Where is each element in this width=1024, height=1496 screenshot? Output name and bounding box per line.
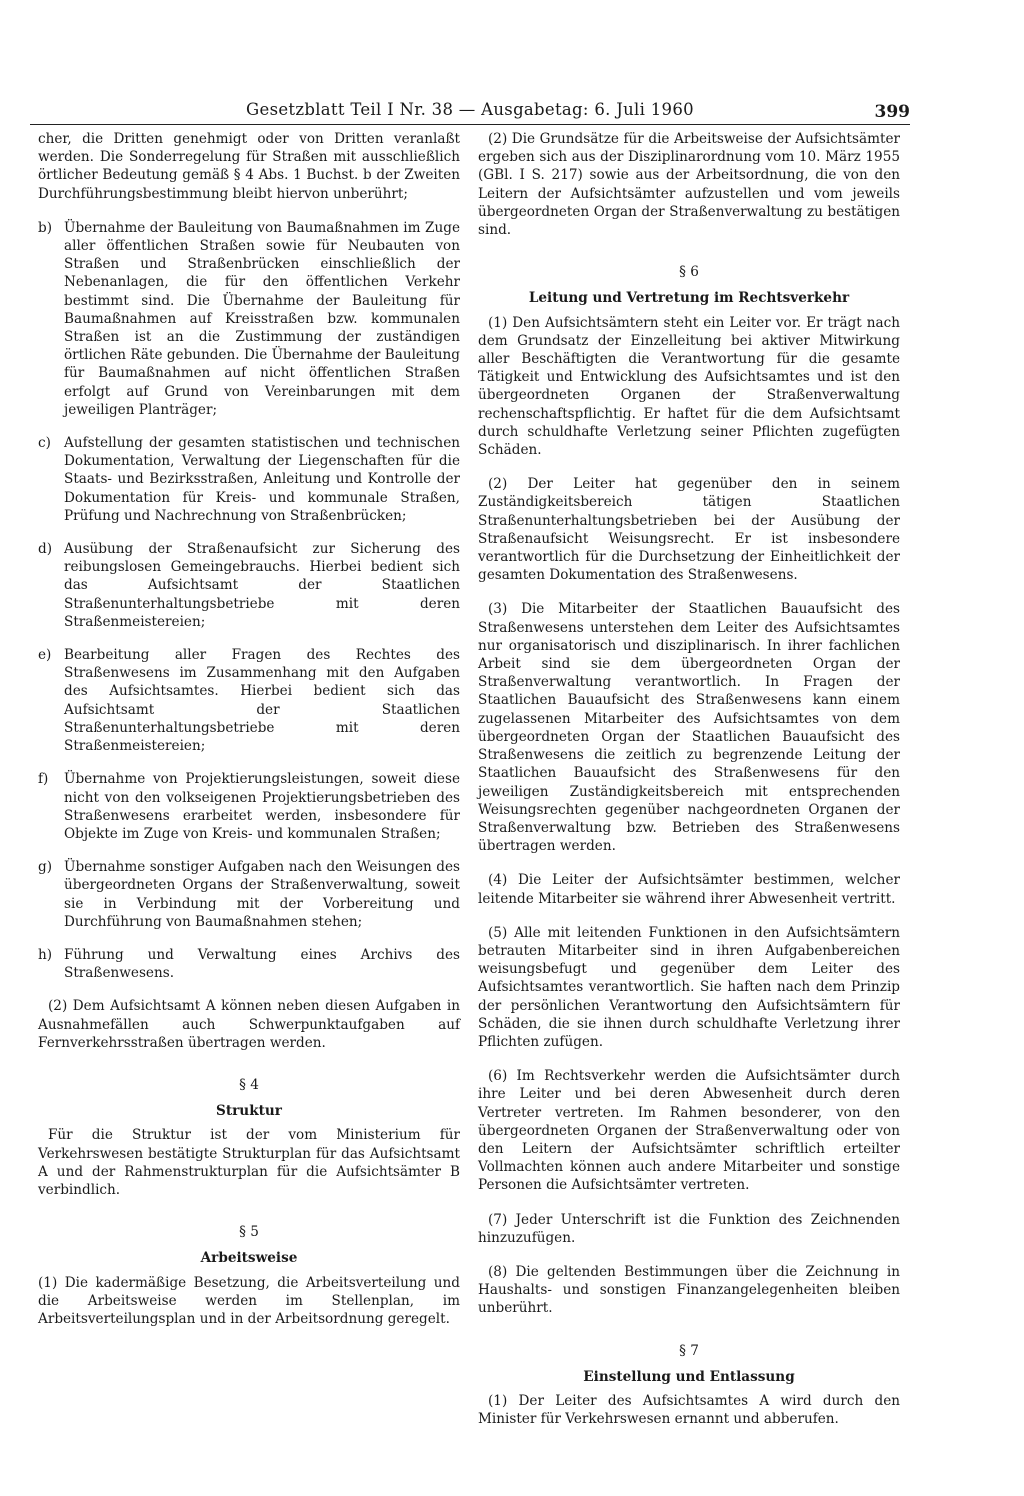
section-7-number: § 7 [679,1342,699,1359]
list-item-text: Ausübung der Straßenaufsicht zur Sicherung des reibungslosen Gemeingebrauchs. Hierbei bedient sich das Aufsichtsamt der Staatlichen Straßenunterhaltungsbetriebe mit deren Straßenmeistereien; [64,541,460,630]
section-6-paragraph-5: (5) Alle mit leitenden Funktionen in den Aufsichtsämtern betrauten Mitarbeiter sind in ihren Aufgabenbereichen weisungsbefugt und gegenüber dem Leiter des Aufsichtsamtes verantwortlich. Sie haften nach dem Prinzip der persönlichen Verantwortung den Aufsichtsämtern für Schäden, die sie ihnen durch schuldhafte Verletzung ihrer Pflichten zufügen. [478,924,900,1050]
list-item-text: Aufstellung der gesamten statistischen und technischen Dokumentation, Verwaltung der Liegenschaften für die Staats- und Bezirksstraßen, Anleitung und Kontrolle der Dokumentation für Kreis- und kommunale Straßen, Prüfung und Nachrechnung von Straßenbrücken; [64,435,460,524]
list-item-text: Bearbeitung aller Fragen des Rechtes des Straßenwesens im Zusammenhang mit den Aufgaben des Aufsichtsamtes. Hierbei bedient sich das Aufsichtsamt der Staatlichen Straßenunterhaltungsbetriebe mit deren Straßenmeistereien; [64,647,460,755]
section-6-paragraph-4: (4) Die Leiter der Aufsichtsämter bestimmen, welcher leitende Mitarbeiter sie während ihrer Abwesenheit vertritt. [478,872,900,907]
section-6-paragraph-3: (3) Die Mitarbeiter der Staatlichen Bauaufsicht des Straßenwesens unterstehen dem Leiter des Aufsichtsamtes nur organisatorisch und disziplinarisch. In ihrer fachlichen Arbeit sind sie dem übergeordneten Organ der Straßenverwaltung verantwortlich. In Fragen der Staatlichen Bauaufsicht des Straßenwesens kann einem zugelassenen Mitarbeiter des Aufsichtsamtes von dem übergeordneten Organ der Staatlichen Bauaufsicht des Straßenwesens die zeitlich zu begrenzende Leitung der Staatlichen Bauaufsicht des Straßenwesens für den jeweiligen Zuständigkeitsbereich mit entsprechenden Weisungsrechten gegenüber nachgeordneten Organen der Straßenverwaltung bzw. Betrieben des Straßenwesens übertragen werden. [478,601,900,855]
list-item-text: Führung und Verwaltung eines Archivs des Straßenwesens. [64,946,460,982]
list-item-letter: h) [38,946,53,963]
section-6-number: § 6 [679,264,699,281]
section-4-text: Für die Struktur ist der vom Ministerium für Verkehrswesen bestätigte Strukturplan für das Aufsichtsamt A und der Rahmenstrukturplan für die Aufsichtsämter B verbindlich. [38,1127,460,1198]
header-title: Gesetzblatt Teil I Nr. 38 — Ausgabetag: 6. Juli 1960 [246,100,694,119]
list-item-h [38,946,460,982]
section-6-paragraph-8: (8) Die geltenden Bestimmungen über die Zeichnung in Haushalts- und sonstigen Finanzangelegenheiten bleiben unberührt. [478,1263,900,1317]
section-4-number: § 4 [239,1076,259,1093]
list-item-g [38,858,460,931]
section-6-paragraph-6: (6) Im Rechtsverkehr werden die Aufsichtsämter durch ihre Leiter und bei deren Abwesenheit durch deren Vertreter vertreten. Im Rahmen besonderer, von den übergeordneten Organen der Straßenverwaltung oder von den Leitern der Aufsichtsämter schriftlich erteilter Vollmachten können auch andere Mitarbeiter und sonstige Personen die Aufsichtsämter vertreten. [478,1068,900,1194]
list-item-letter: d) [38,541,53,558]
list-item-c [38,434,460,525]
page-number: 399 [874,102,910,122]
list-item-text: Übernahme der Bauleitung von Baumaßnahmen im Zuge aller öffentlichen Straßen sowie für Neubauten von Straßen und Straßenbrücken einschließlich der Nebenanlagen, die für den öffentlichen Verkehr bestimmt sind. Die Übernahme der Bauleitung für Baumaßnahmen auf Kreisstraßen bzw. kommunalen Straßen ist an die Zustimmung der zuständigen örtlichen Räte gebunden. Die Übernahme der Bauleitung für Baumaßnahmen auf nicht öffentlichen Straßen erfolgt auf Grund von Vereinbarungen mit dem jeweiligen Planträger; [64,219,460,418]
section-6-title: Leitung und Vertretung im Rechtsverkehr [528,290,850,307]
header-divider [30,124,910,125]
section-7-paragraph-1: (1) Der Leiter des Aufsichtsamtes A wird durch den Minister für Verkehrswesen ernannt und abberufen. [478,1392,900,1428]
list-item-e [38,646,460,755]
right-column [478,130,900,1444]
section-5-paragraph-1: (1) Die kadermäßige Besetzung, die Arbeitsverteilung und die Arbeitsweise werden im Stellenplan, im Arbeitsverteilungsplan und in der Arbeitsordnung geregelt. [38,1274,460,1327]
list-item-d [38,540,460,631]
section-6-paragraph-7: (7) Jeder Unterschrift ist die Funktion des Zeichnenden hinzuzufügen. [478,1211,900,1246]
section-5-title: Arbeitsweise [200,1250,298,1267]
left-column [38,130,460,1344]
list-item-letter: e) [38,647,52,664]
continued-paragraph: cher, die Dritten genehmigt oder von Dritten veranlaßt werden. Die Sonderregelung für Straßen mit ausschließlich örtlicher Bedeutung gemäß § 4 Abs. 1 Buchst. b der Zweiten Durchführungsbestimmung bleibt hiervon unberührt; [38,131,460,202]
paragraph-2: (2) Dem Aufsichtsamt A können neben diesen Aufgaben in Ausnahmefällen auch Schwerpunktaufgaben auf Fernverkehrsstraßen übertragen werden. [38,998,460,1051]
list-item-b [38,219,460,419]
list-item-letter: b) [38,219,53,236]
list-item-text: Übernahme sonstiger Aufgaben nach den Weisungen des übergeordneten Organs der Straßenverwaltung, soweit sie in Verbindung mit der Vorbereitung und Durchführung von Baumaßnahmen stehen; [64,859,460,930]
section-6-paragraph-2: (2) Der Leiter hat gegenüber den in seinem Zuständigkeitsbereich tätigen Staatlichen Straßenunterhaltungsbetrieben bei der Ausübung der Straßenaufsicht Weisungsrecht. Er ist insbesondere verantwortlich für die Durchsetzung der Einheitlichkeit der gesamten Dokumentation des Straßenwesens. [478,476,900,584]
list-item-letter: g) [38,859,53,876]
list-item-text: Übernahme von Projektierungsleistungen, soweit diese nicht von den volkseigenen Projektierungsbetrieben des Straßenwesens erarbeitet werden, insbesondere für Objekte im Zuge von Kreis- und kommunalen Straßen; [64,771,460,842]
list-item-f [38,770,460,843]
section-6-paragraph-1: (1) Den Aufsichtsämtern steht ein Leiter vor. Er trägt nach dem Grundsatz der Einzelleitung bei aktiver Mitwirkung aller Beschäftigten die Verantwortung für die gesamte Tätigkeit und Entwicklung des Aufsichtsamtes und ist den übergeordneten Organen der Straßenverwaltung rechenschaftspflichtig. Er haftet für die dem Aufsichtsamt durch schuldhafte Verletzung seiner Pflichten zugefügten Schäden. [478,314,900,459]
list-item-letter: c) [38,435,51,452]
section-4-title: Struktur [216,1103,282,1120]
section-7-title: Einstellung und Entlassung [583,1368,795,1385]
section-5-paragraph-2: (2) Die Grundsätze für die Arbeitsweise der Aufsichtsämter ergeben sich aus der Disziplinarordnung vom 10. März 1955 (GBl. I S. 217) sowie aus der Arbeitsordnung, die von den Leitern der Aufsichtsämter aufzustellen und vom jeweils übergeordneten Organ der Straßenverwaltung zu bestätigen sind. [478,131,900,239]
page-header [30,100,910,126]
list-item-letter: f) [38,771,49,788]
section-5-number: § 5 [239,1224,259,1241]
